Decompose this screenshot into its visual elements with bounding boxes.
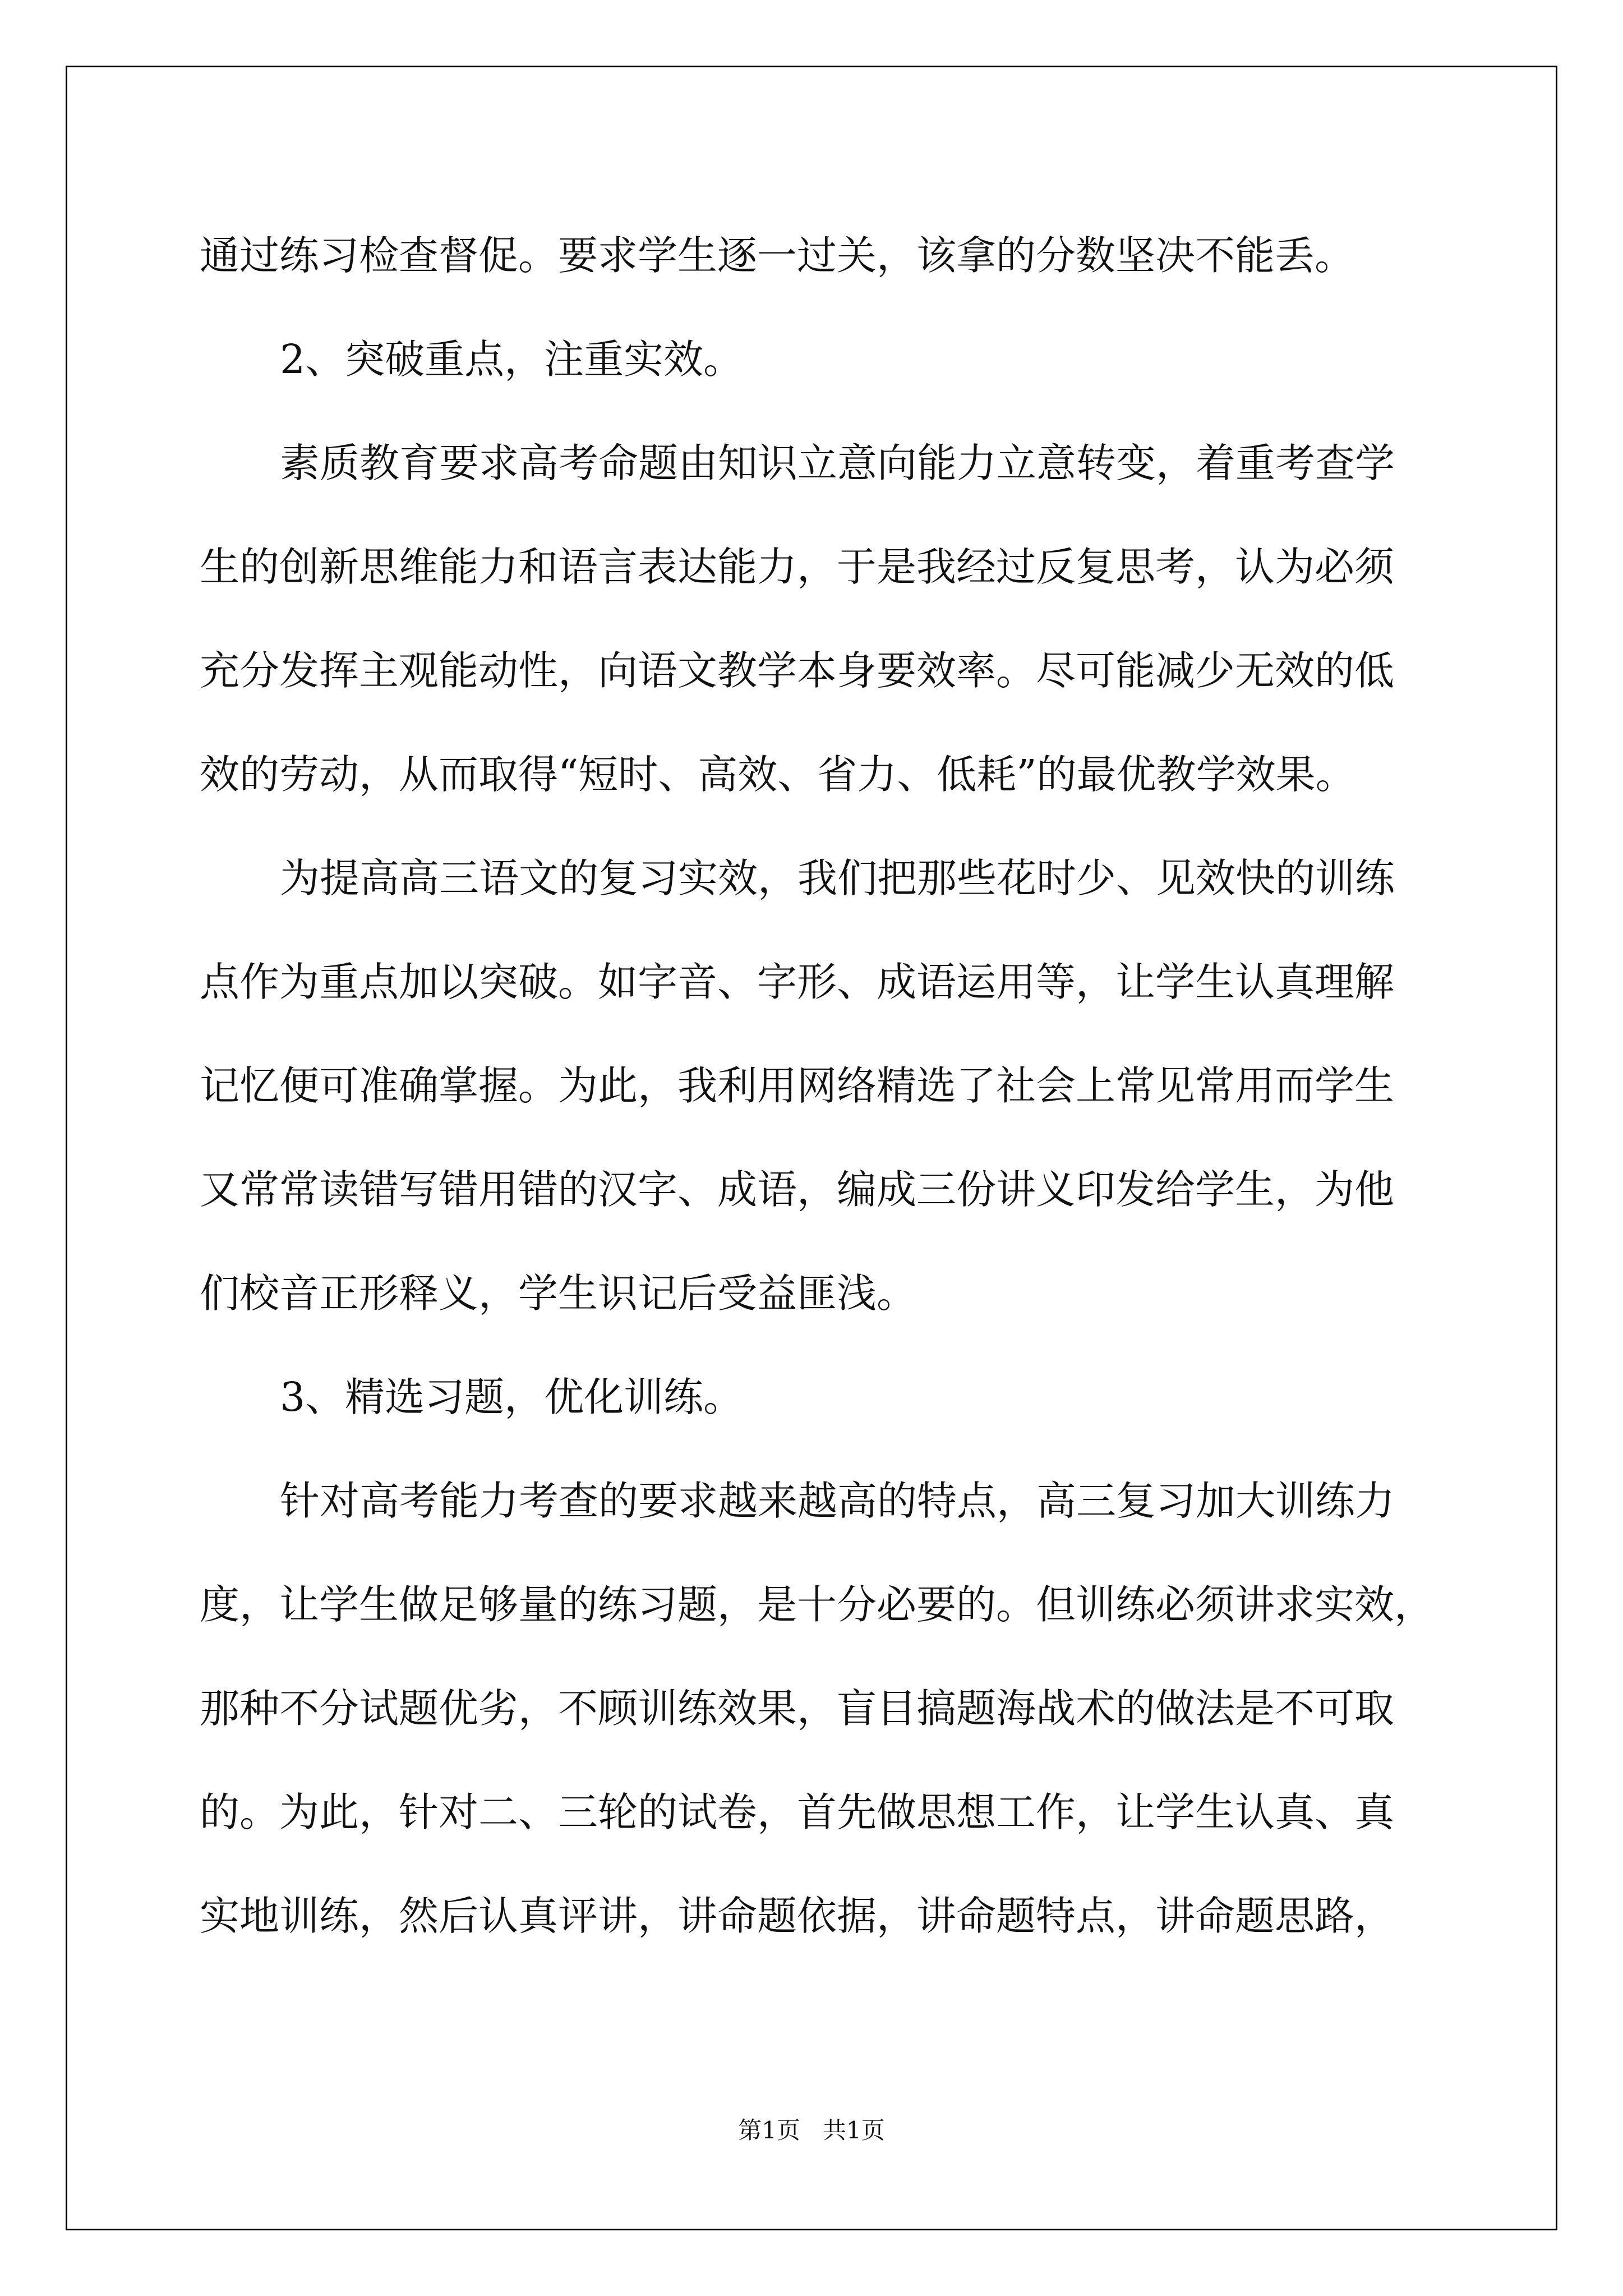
body-text-line: 那种不分试题优劣，不顾训练效果，盲目搞题海战术的做法是不可取 [200, 1685, 1395, 1732]
body-text-line: 记忆便可准确掌握。为此，我利用网络精选了社会上常见常用而学生 [200, 1062, 1395, 1109]
body-text-line: 生的创新思维能力和语言表达能力，于是我经过反复思考，认为必须 [200, 544, 1395, 590]
body-text-line: 为提高高三语文的复习实效，我们把那些花时少、见效快的训练 [280, 855, 1395, 901]
body-text-line: 们校音正形释义，学生识记后受益匪浅。 [200, 1270, 917, 1317]
body-text-line: 素质教育要求高考命题由知识立意向能力立意转变，着重考查学 [280, 440, 1395, 486]
body-text-line: 点作为重点加以突破。如字音、字形、成语运用等，让学生认真理解 [200, 959, 1395, 1005]
body-text-line: 又常常读错写错用错的汉字、成语，编成三份讲义印发给学生，为他 [200, 1166, 1395, 1213]
body-text-line: 实地训练，然后认真评讲，讲命题依据，讲命题特点，讲命题思路， [200, 1893, 1395, 1939]
body-text-line: 通过练习检查督促。要求学生逐一过关，该拿的分数坚决不能丢。 [200, 232, 1355, 279]
body-text-line: 充分发挥主观能动性，向语文教学本身要效率。尽可能减少无效的低 [200, 647, 1395, 694]
body-text-line: 效的劳动，从而取得“短时、高效、省力、低耗”的最优教学效果。 [200, 751, 1355, 798]
page-number-footer: 第1页 共1页 [738, 2116, 885, 2144]
body-text-line: 度，让学生做足够量的练习题，是十分必要的。但训练必须讲求实效， [200, 1581, 1435, 1628]
body-text-line: 针对高考能力考查的要求越来越高的特点，高三复习加大训练力 [280, 1478, 1395, 1524]
section-heading-3: 3、精选习题，优化训练。 [280, 1374, 744, 1420]
section-heading-2: 2、突破重点，注重实效。 [280, 336, 744, 383]
body-text-line: 的。为此，针对二、三轮的试卷，首先做思想工作，让学生认真、真 [200, 1789, 1395, 1835]
